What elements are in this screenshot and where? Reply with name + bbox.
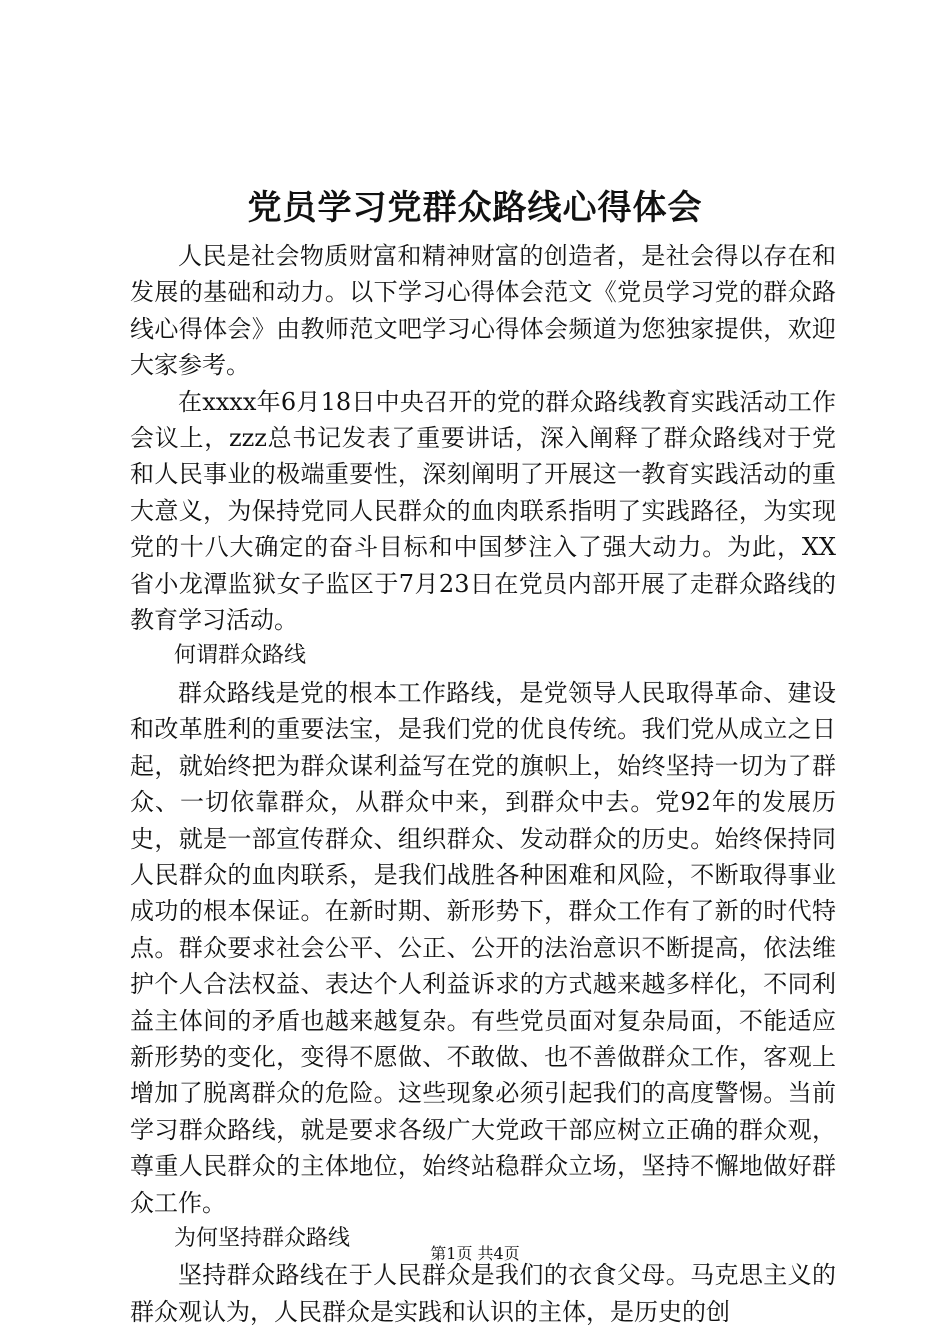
paragraph-intro: 人民是社会物质财富和精神财富的创造者，是社会得以存在和发展的基础和动力。以下学习心得体会范文《党员学习党的群众路线心得体会》由教师范文吧学习心得体会频道为您独家提供，欢迎大家参考。 <box>130 242 836 380</box>
document-body <box>130 238 836 1330</box>
section-heading-what: 何谓群众路线 <box>174 643 307 669</box>
document-title: 党员学习党群众路线心得体会 <box>247 188 703 228</box>
paragraph-meeting: 在xxxx年6月18日中央召开的党的群众路线教育实践活动工作会议上，zzz总书记发表了重要讲话，深入阐释了群众路线对于党和人民事业的极端重要性，深刻阐明了开展这一教育实践活动的重大意义，为保持党同人民群众的血肉联系指明了实践路径，为实现党的十八大确定的奋斗目标和中国梦注入了强大动力。为此，XX省小龙潭监狱女子监区于7月23日在党员内部开展了走群众路线的教育学习活动。 <box>130 387 836 635</box>
page-footer: 第1页 共4页 <box>430 1244 520 1263</box>
section-heading-why: 为何坚持群众路线 <box>174 1225 351 1251</box>
paragraph-mass-line: 群众路线是党的根本工作路线，是党领导人民取得革命、建设和改革胜利的重要法宝，是我们党的优良传统。我们党从成立之日起，就始终把为群众谋利益写在党的旗帜上，始终坚持一切为了群众、一切依靠群众，从群众中来，到群众中去。党92年的发展历史，就是一部宣传群众、组织群众、发动群众的历史。始终保持同人民群众的血肉联系，是我们战胜各种困难和风险，不断取得事业成功的根本保证。在新时期、新形势下，群众工作有了新的时代特点。群众要求社会公平、公正、公开的法治意识不断提高，依法维护个人合法权益、表达个人利益诉求的方式越来越多样化，不同利益主体间的矛盾也越来越复杂。有些党员面对复杂局面，不能适应新形势的变化，变得不愿做、不敢做、也不善做群众工作，客观上增加了脱离群众的危险。这些现象必须引起我们的高度警惕。当前学习群众路线，就是要求各级广大党政干部应树立正确的群众观，尊重人民群众的主体地位，始终站稳群众立场，坚持不懈地做好群众工作。 <box>130 678 836 1217</box>
paragraph-why: 坚持群众路线在于人民群众是我们的衣食父母。马克思主义的群众观认为，人民群众是实践和认识的主体，是历史的创 <box>130 1261 836 1326</box>
